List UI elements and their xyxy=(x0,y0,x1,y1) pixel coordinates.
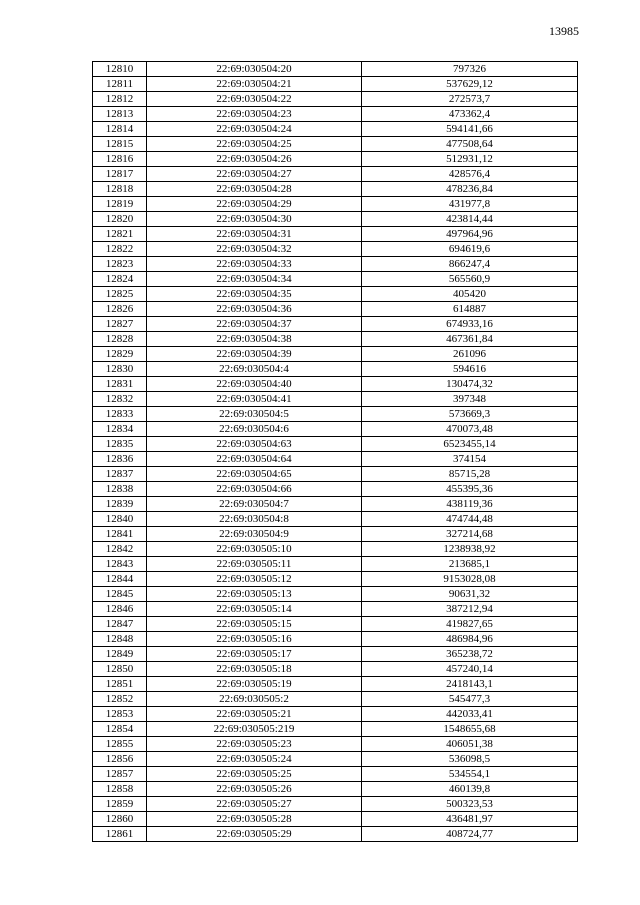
table-row xyxy=(93,227,578,242)
cadastral-number-cell: 22:69:030505:27 xyxy=(147,797,362,812)
row-number-cell: 12842 xyxy=(93,542,147,557)
table-row xyxy=(93,527,578,542)
row-number-cell: 12815 xyxy=(93,137,147,152)
row-number-cell: 12833 xyxy=(93,407,147,422)
table-row xyxy=(93,722,578,737)
cadastral-number-cell: 22:69:030504:7 xyxy=(147,497,362,512)
cadastral-number-cell: 22:69:030504:28 xyxy=(147,182,362,197)
table-row xyxy=(93,737,578,752)
table-row xyxy=(93,152,578,167)
row-number-cell: 12811 xyxy=(93,77,147,92)
row-number-cell: 12838 xyxy=(93,482,147,497)
value-cell: 438119,36 xyxy=(362,497,578,512)
table-row xyxy=(93,182,578,197)
table-row xyxy=(93,437,578,452)
cadastral-number-cell: 22:69:030505:12 xyxy=(147,572,362,587)
table-row xyxy=(93,107,578,122)
row-number-cell: 12818 xyxy=(93,182,147,197)
cadastral-number-cell: 22:69:030504:38 xyxy=(147,332,362,347)
table-row xyxy=(93,422,578,437)
table-row xyxy=(93,512,578,527)
row-number-cell: 12829 xyxy=(93,347,147,362)
cadastral-number-cell: 22:69:030504:31 xyxy=(147,227,362,242)
value-cell: 486984,96 xyxy=(362,632,578,647)
table-row xyxy=(93,752,578,767)
cadastral-number-cell: 22:69:030504:64 xyxy=(147,452,362,467)
value-cell: 374154 xyxy=(362,452,578,467)
cadastral-number-cell: 22:69:030504:22 xyxy=(147,92,362,107)
cadastral-number-cell: 22:69:030504:24 xyxy=(147,122,362,137)
cadastral-number-cell: 22:69:030505:25 xyxy=(147,767,362,782)
table-row xyxy=(93,62,578,77)
cadastral-number-cell: 22:69:030504:66 xyxy=(147,482,362,497)
value-cell: 6523455,14 xyxy=(362,437,578,452)
table-row xyxy=(93,812,578,827)
value-cell: 500323,53 xyxy=(362,797,578,812)
table-row xyxy=(93,557,578,572)
row-number-cell: 12814 xyxy=(93,122,147,137)
row-number-cell: 12819 xyxy=(93,197,147,212)
cadastral-number-cell: 22:69:030504:26 xyxy=(147,152,362,167)
value-cell: 327214,68 xyxy=(362,527,578,542)
table-row xyxy=(93,302,578,317)
row-number-cell: 12839 xyxy=(93,497,147,512)
value-cell: 594616 xyxy=(362,362,578,377)
row-number-cell: 12860 xyxy=(93,812,147,827)
value-cell: 431977,8 xyxy=(362,197,578,212)
row-number-cell: 12828 xyxy=(93,332,147,347)
cadastral-number-cell: 22:69:030504:33 xyxy=(147,257,362,272)
table-row xyxy=(93,707,578,722)
table-row xyxy=(93,767,578,782)
table-row xyxy=(93,632,578,647)
value-cell: 261096 xyxy=(362,347,578,362)
table-row xyxy=(93,197,578,212)
row-number-cell: 12832 xyxy=(93,392,147,407)
cadastral-number-cell: 22:69:030504:65 xyxy=(147,467,362,482)
value-cell: 455395,36 xyxy=(362,482,578,497)
row-number-cell: 12843 xyxy=(93,557,147,572)
value-cell: 406051,38 xyxy=(362,737,578,752)
cadastral-number-cell: 22:69:030504:40 xyxy=(147,377,362,392)
table-row xyxy=(93,257,578,272)
cadastral-number-cell: 22:69:030504:25 xyxy=(147,137,362,152)
value-cell: 477508,64 xyxy=(362,137,578,152)
value-cell: 470073,48 xyxy=(362,422,578,437)
value-cell: 436481,97 xyxy=(362,812,578,827)
cadastral-number-cell: 22:69:030505:15 xyxy=(147,617,362,632)
cadastral-number-cell: 22:69:030504:8 xyxy=(147,512,362,527)
cadastral-number-cell: 22:69:030504:41 xyxy=(147,392,362,407)
value-cell: 866247,4 xyxy=(362,257,578,272)
value-cell: 397348 xyxy=(362,392,578,407)
value-cell: 457240,14 xyxy=(362,662,578,677)
table-row xyxy=(93,782,578,797)
value-cell: 534554,1 xyxy=(362,767,578,782)
value-cell: 467361,84 xyxy=(362,332,578,347)
value-cell: 272573,7 xyxy=(362,92,578,107)
table-row xyxy=(93,272,578,287)
cadastral-number-cell: 22:69:030505:10 xyxy=(147,542,362,557)
cadastral-number-cell: 22:69:030505:219 xyxy=(147,722,362,737)
row-number-cell: 12845 xyxy=(93,587,147,602)
cadastral-number-cell: 22:69:030505:13 xyxy=(147,587,362,602)
table-row xyxy=(93,362,578,377)
value-cell: 85715,28 xyxy=(362,467,578,482)
cadastral-number-cell: 22:69:030505:11 xyxy=(147,557,362,572)
table-row xyxy=(93,407,578,422)
row-number-cell: 12816 xyxy=(93,152,147,167)
row-number-cell: 12817 xyxy=(93,167,147,182)
cadastral-value-table xyxy=(92,61,578,842)
value-cell: 536098,5 xyxy=(362,752,578,767)
table-row xyxy=(93,797,578,812)
row-number-cell: 12822 xyxy=(93,242,147,257)
table-row xyxy=(93,122,578,137)
table-row xyxy=(93,77,578,92)
row-number-cell: 12857 xyxy=(93,767,147,782)
table-row xyxy=(93,572,578,587)
value-cell: 1238938,92 xyxy=(362,542,578,557)
value-cell: 213685,1 xyxy=(362,557,578,572)
value-cell: 497964,96 xyxy=(362,227,578,242)
table-row xyxy=(93,482,578,497)
row-number-cell: 12830 xyxy=(93,362,147,377)
row-number-cell: 12823 xyxy=(93,257,147,272)
value-cell: 2418143,1 xyxy=(362,677,578,692)
value-cell: 423814,44 xyxy=(362,212,578,227)
table-row xyxy=(93,452,578,467)
cadastral-number-cell: 22:69:030504:20 xyxy=(147,62,362,77)
table-row xyxy=(93,287,578,302)
table-row xyxy=(93,617,578,632)
cadastral-number-cell: 22:69:030505:21 xyxy=(147,707,362,722)
value-cell: 428576,4 xyxy=(362,167,578,182)
cadastral-number-cell: 22:69:030504:36 xyxy=(147,302,362,317)
cadastral-number-cell: 22:69:030504:9 xyxy=(147,527,362,542)
table-row xyxy=(93,242,578,257)
row-number-cell: 12813 xyxy=(93,107,147,122)
value-cell: 90631,32 xyxy=(362,587,578,602)
table-row xyxy=(93,467,578,482)
table-row xyxy=(93,542,578,557)
value-cell: 478236,84 xyxy=(362,182,578,197)
cadastral-number-cell: 22:69:030505:18 xyxy=(147,662,362,677)
row-number-cell: 12844 xyxy=(93,572,147,587)
row-number-cell: 12824 xyxy=(93,272,147,287)
cadastral-number-cell: 22:69:030504:4 xyxy=(147,362,362,377)
value-cell: 474744,48 xyxy=(362,512,578,527)
value-cell: 545477,3 xyxy=(362,692,578,707)
table-row xyxy=(93,137,578,152)
row-number-cell: 12854 xyxy=(93,722,147,737)
page-number: 13985 xyxy=(549,24,579,38)
row-number-cell: 12810 xyxy=(93,62,147,77)
row-number-cell: 12859 xyxy=(93,797,147,812)
value-cell: 9153028,08 xyxy=(362,572,578,587)
table-row xyxy=(93,332,578,347)
cadastral-number-cell: 22:69:030505:19 xyxy=(147,677,362,692)
cadastral-number-cell: 22:69:030504:34 xyxy=(147,272,362,287)
table-row xyxy=(93,377,578,392)
row-number-cell: 12840 xyxy=(93,512,147,527)
value-cell: 674933,16 xyxy=(362,317,578,332)
cadastral-number-cell: 22:69:030504:27 xyxy=(147,167,362,182)
value-cell: 408724,77 xyxy=(362,827,578,842)
value-cell: 387212,94 xyxy=(362,602,578,617)
row-number-cell: 12841 xyxy=(93,527,147,542)
value-cell: 565560,9 xyxy=(362,272,578,287)
table-row xyxy=(93,167,578,182)
cadastral-number-cell: 22:69:030505:28 xyxy=(147,812,362,827)
row-number-cell: 12821 xyxy=(93,227,147,242)
row-number-cell: 12856 xyxy=(93,752,147,767)
cadastral-number-cell: 22:69:030505:24 xyxy=(147,752,362,767)
table-row xyxy=(93,92,578,107)
table-row xyxy=(93,587,578,602)
row-number-cell: 12849 xyxy=(93,647,147,662)
cadastral-number-cell: 22:69:030505:2 xyxy=(147,692,362,707)
row-number-cell: 12858 xyxy=(93,782,147,797)
value-cell: 405420 xyxy=(362,287,578,302)
value-cell: 473362,4 xyxy=(362,107,578,122)
cadastral-number-cell: 22:69:030504:35 xyxy=(147,287,362,302)
row-number-cell: 12861 xyxy=(93,827,147,842)
row-number-cell: 12825 xyxy=(93,287,147,302)
table-row xyxy=(93,497,578,512)
cadastral-number-cell: 22:69:030504:23 xyxy=(147,107,362,122)
row-number-cell: 12855 xyxy=(93,737,147,752)
value-cell: 1548655,68 xyxy=(362,722,578,737)
table-row xyxy=(93,647,578,662)
value-cell: 797326 xyxy=(362,62,578,77)
cadastral-number-cell: 22:69:030504:5 xyxy=(147,407,362,422)
value-cell: 512931,12 xyxy=(362,152,578,167)
row-number-cell: 12853 xyxy=(93,707,147,722)
row-number-cell: 12847 xyxy=(93,617,147,632)
table-row xyxy=(93,602,578,617)
row-number-cell: 12836 xyxy=(93,452,147,467)
table-body xyxy=(93,62,578,842)
cadastral-number-cell: 22:69:030505:16 xyxy=(147,632,362,647)
cadastral-number-cell: 22:69:030504:21 xyxy=(147,77,362,92)
table-row xyxy=(93,317,578,332)
cadastral-number-cell: 22:69:030505:23 xyxy=(147,737,362,752)
row-number-cell: 12837 xyxy=(93,467,147,482)
cadastral-number-cell: 22:69:030504:32 xyxy=(147,242,362,257)
cadastral-number-cell: 22:69:030504:30 xyxy=(147,212,362,227)
cadastral-number-cell: 22:69:030504:39 xyxy=(147,347,362,362)
row-number-cell: 12820 xyxy=(93,212,147,227)
row-number-cell: 12835 xyxy=(93,437,147,452)
value-cell: 442033,41 xyxy=(362,707,578,722)
value-cell: 130474,32 xyxy=(362,377,578,392)
table-row xyxy=(93,212,578,227)
cadastral-number-cell: 22:69:030505:26 xyxy=(147,782,362,797)
value-cell: 573669,3 xyxy=(362,407,578,422)
table-row xyxy=(93,827,578,842)
value-cell: 614887 xyxy=(362,302,578,317)
table-row xyxy=(93,392,578,407)
row-number-cell: 12852 xyxy=(93,692,147,707)
cadastral-number-cell: 22:69:030504:6 xyxy=(147,422,362,437)
row-number-cell: 12848 xyxy=(93,632,147,647)
table-row xyxy=(93,662,578,677)
cadastral-number-cell: 22:69:030505:14 xyxy=(147,602,362,617)
row-number-cell: 12834 xyxy=(93,422,147,437)
value-cell: 419827,65 xyxy=(362,617,578,632)
value-cell: 694619,6 xyxy=(362,242,578,257)
table-row xyxy=(93,692,578,707)
cadastral-number-cell: 22:69:030505:29 xyxy=(147,827,362,842)
cadastral-number-cell: 22:69:030505:17 xyxy=(147,647,362,662)
row-number-cell: 12846 xyxy=(93,602,147,617)
cadastral-number-cell: 22:69:030504:29 xyxy=(147,197,362,212)
cadastral-number-cell: 22:69:030504:63 xyxy=(147,437,362,452)
table-row xyxy=(93,347,578,362)
row-number-cell: 12812 xyxy=(93,92,147,107)
value-cell: 365238,72 xyxy=(362,647,578,662)
table-row xyxy=(93,677,578,692)
value-cell: 594141,66 xyxy=(362,122,578,137)
value-cell: 537629,12 xyxy=(362,77,578,92)
row-number-cell: 12850 xyxy=(93,662,147,677)
cadastral-number-cell: 22:69:030504:37 xyxy=(147,317,362,332)
row-number-cell: 12827 xyxy=(93,317,147,332)
value-cell: 460139,8 xyxy=(362,782,578,797)
row-number-cell: 12826 xyxy=(93,302,147,317)
row-number-cell: 12831 xyxy=(93,377,147,392)
row-number-cell: 12851 xyxy=(93,677,147,692)
